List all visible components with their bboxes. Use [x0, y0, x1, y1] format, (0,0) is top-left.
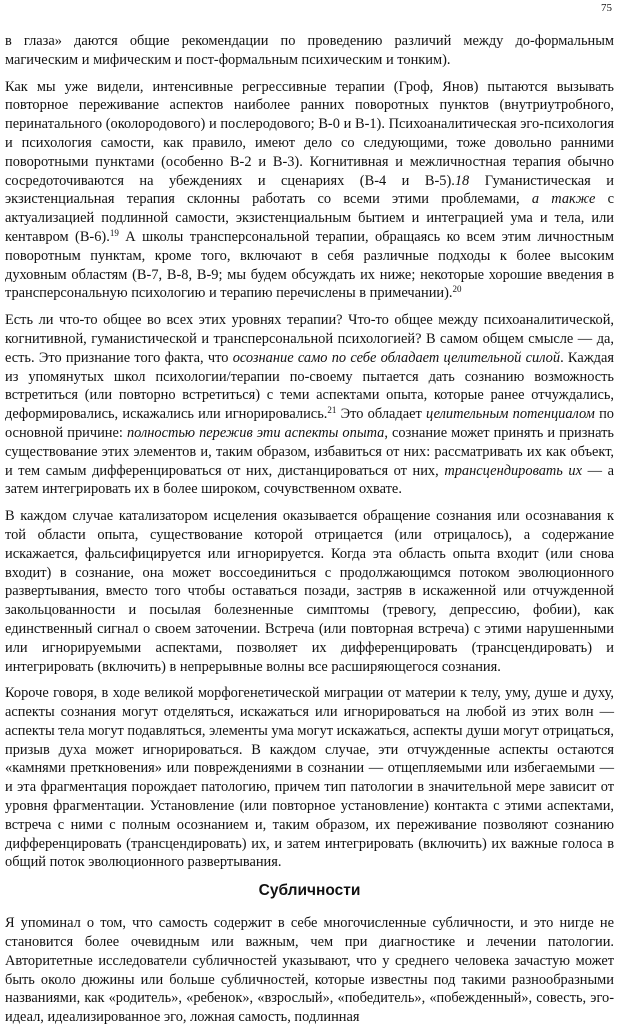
paragraph-6: Я упоминал о том, что самость содержит в себе многочисленные субличности, и это нигде не становится более очевидным или важным, чем при диагностике и лечении патологии. Авторитетные исследователи субличностей указывают, что у среднего человека зачастую может быть около дюжины или больше субличностей, которые известны под такими разнообразными названиями, как «родитель», «ребенок», «взрослый», «победитель», «побежденный», совесть, эго-идеал, идеализированное эго, ложная самость, подлинная: [5, 915, 614, 1026]
paragraph-3-text-b: . Каждая из упомянутых школ психологии/терапии по-своему пытается дать сознанию возможность встретиться (или повторно встретиться) с теми аспектами опыта, которые ранее отчуждались, деформировались, искажались или игнорировались.: [5, 349, 614, 423]
footnote-ref-18: 18: [454, 172, 470, 189]
paragraph-1: в глаза» даются общие рекомендации по проведению различий между до-формальным магическим и мифическим и пост-формальным психическим и тонким).: [5, 33, 614, 68]
page-content: [5, 32, 614, 1035]
footnote-ref-19: 19: [109, 227, 119, 238]
footnote-ref-21: 21: [327, 405, 337, 416]
paragraph-2-text-c: с актуализацией подлинной самости, экзистенциальным бытием и интеграцией ума и тела, или кентавром (В-6).: [5, 191, 614, 245]
paragraph-3: [5, 311, 614, 499]
emphasis-healing-power: осознание само по себе обладает целительной силой: [232, 349, 561, 366]
paragraph-3-text-a: Есть ли что-то общее во всех этих уровнях терапии? Что-то общее между психоаналитической, когнитивной, гуманистической и трансперсональной психологией? В самом общем смысле — да, есть. Это признание того факта, что: [5, 312, 614, 366]
paragraph-3-text-c: Это обладает: [336, 406, 427, 423]
paragraph-3-text-e: , сознание может принять и признать существование этих элементов и, таким образом, избавиться от них: рассматривать их как объект, и тем самым дифференцироваться от них, дистанцироваться от них,: [5, 424, 614, 479]
paragraph-4: В каждом случае катализатором исцеления оказывается обращение сознания или осознавания к той области опыта, существование которой отрицается (или отрицалось), а содержание искажается, фальсифицируется или игнорируется. Когда эта область опыта входит (или снова входит) в сознание, она может воссоединиться с продолжающимся потоком эволюционного развертывания, вместо того чтобы оставаться позади, застряв в искаженной или отчужденной закольцованности и посылая болезненные симптомы (тревогу, депрессию, фобии), как единственный сигнал о своем заточении. Встреча (или повторная встреча) с этими нарушенными или игнорируемыми аспектами, позволяет их дифференцировать (трансцендировать) и интегрировать (включить) в непрерывные волны все расширяющегося сознания.: [5, 508, 614, 675]
section-heading: Субличности: [258, 882, 361, 900]
emphasis-a-takzhe: а также: [531, 191, 596, 208]
paragraph-2-text-b: Гуманистическая и экзистенциальная терапия склонны работать со всеми этими проблемами,: [5, 172, 614, 208]
paragraph-2-text-a: Как мы уже видели, интенсивные регрессивные терапии (Гроф, Янов) пытаются вызывать повторное переживание аспектов наиболее ранних поворотных пунктов (внутриутробного, перинатального (околородового) и послеродового; В-0 и В-1). Психоаналитическая эго-психология и психология самости, как правило, имеют дело со следующими, тоже довольно ранними поворотными пунктами (особенно В-2 и В-3). Когнитивная и межличностная терапия обычно сосредоточиваются на убеждениях и сценариях (В-4 и В-5).: [5, 78, 614, 189]
paragraph-5: Короче говоря, в ходе великой морфогенетической миграции от материи к телу, уму, душе и духу, аспекты сознания могут отделяться, искажаться или игнорироваться на любой из этих волн — аспекты тела могут подавляться, элементы ума могут искажаться, аспекты души могут отрицаться, призыв духа может игнорироваться. В каждом случае, эти отчужденные аспекты остаются «камнями преткновения» или повреждениями в сознании — отщепляемыми или избегаемыми — и эта фрагментация порождает патологию, причем тип патологии в значительной мере зависит от уровня фрагментации. Установление (или повторное установление) контакта с этими аспектами, встреча с ними с полным осознанием и, таким образом, их переживание позволяют сознанию дифференцировать (трансцендировать) их, и затем интегрировать (включить) их важные голоса в общий поток эволюционного развертывания.: [5, 685, 614, 871]
page-number: 75: [601, 2, 612, 14]
footnote-ref-20: 20: [452, 284, 462, 295]
emphasis-transcend: трансцендировать их: [444, 462, 583, 479]
emphasis-healing-potential: целительным потенциалом: [426, 406, 595, 423]
paragraph-3-text-f: — а затем интегрировать их в более широком, сочувственном охвате.: [5, 462, 614, 498]
emphasis-fully-experiencing: полностью пережив эти аспекты опыта: [126, 424, 385, 441]
paragraph-3-text-d: по основной причине:: [5, 406, 614, 441]
paragraph-2-text-d: А школы трансперсональной терапии, обращаясь ко всем этим личностным поворотным пунктам, кроме того, включают в себя различные подходы к более высоким духовным областям (В-7, В-8, В-9; мы будем обсуждать их ниже; некоторые хорошие введения в трансперсональную психологию и терапию перечислены в примечании).: [5, 228, 614, 302]
paragraph-2: [5, 78, 614, 304]
